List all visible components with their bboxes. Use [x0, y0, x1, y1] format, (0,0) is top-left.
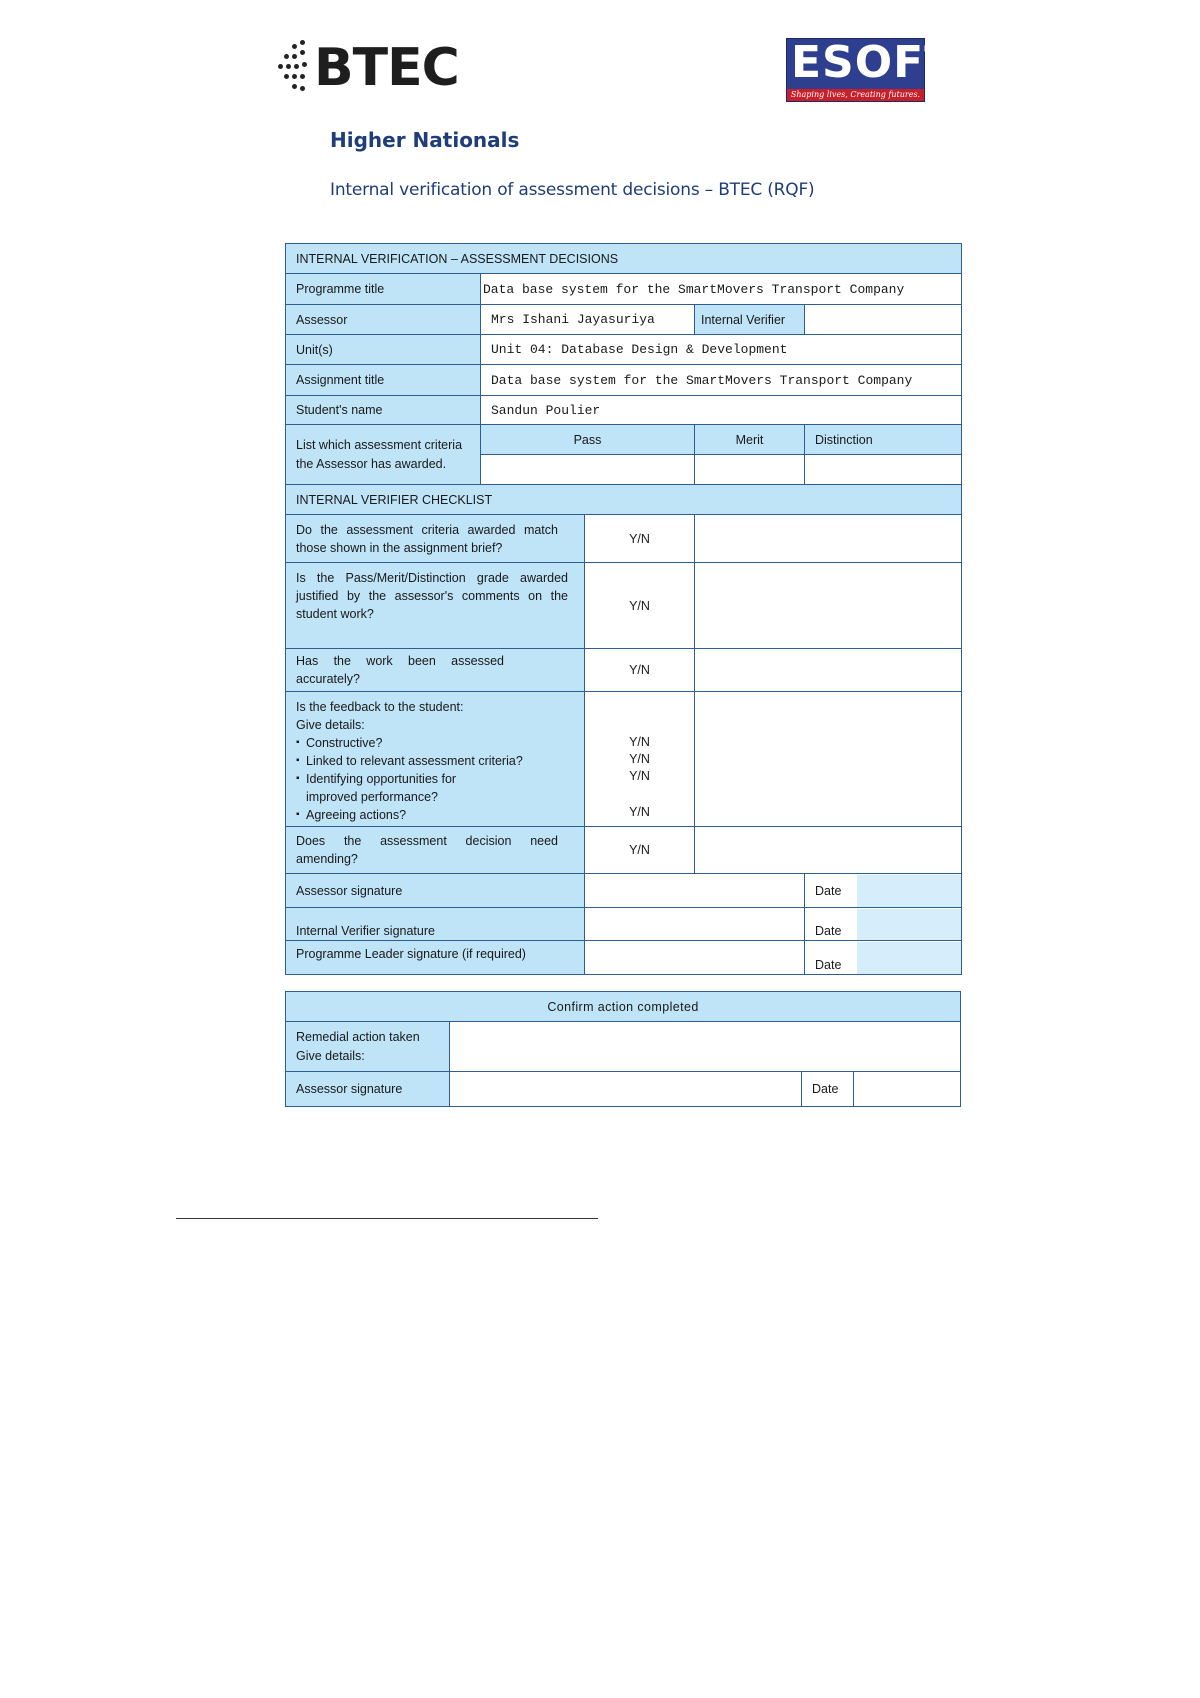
assessor-signature-label: Assessor signature — [286, 874, 585, 908]
student-name-field[interactable]: Sandun Poulier — [481, 396, 962, 425]
q4-yn-column[interactable] — [585, 692, 695, 827]
esoft-logo — [786, 37, 956, 102]
programme-title-field[interactable]: Data base system for the SmartMovers Transport Company — [481, 274, 962, 305]
remedial-label — [286, 1022, 450, 1072]
esoft-wordmark: ESOFT — [791, 37, 956, 88]
btec-logo — [278, 36, 459, 100]
unit-label: Unit(s) — [286, 335, 481, 365]
assessor-date-field[interactable] — [857, 875, 961, 907]
grade-pass-field[interactable] — [481, 455, 695, 485]
feedback-intro: Is the feedback to the student: — [296, 700, 464, 714]
programme-title-label: Programme title — [286, 274, 481, 305]
internal-verifier-field[interactable] — [805, 305, 962, 335]
feedback-item: ▪ Constructive? — [296, 734, 574, 752]
assignment-title-field[interactable]: Data base system for the SmartMovers Transport Company — [481, 365, 962, 396]
pl-signature-label: Programme Leader signature (if required) — [286, 941, 585, 975]
question-assessed-accurately: Has the work been assessed accurately? — [286, 649, 585, 692]
pl-signature-field[interactable] — [585, 941, 805, 975]
verification-table — [285, 243, 962, 975]
pl-date-label: Date — [815, 957, 842, 972]
remedial-action-label: Remedial action taken — [296, 1029, 420, 1044]
iv-date-cell — [805, 908, 962, 941]
btec-wordmark: BTEC — [314, 38, 459, 98]
assignment-title-label: Assignment title — [286, 365, 481, 396]
unit-field[interactable]: Unit 04: Database Design & Development — [481, 335, 962, 365]
assessor-date-cell — [805, 874, 962, 908]
q3-comment-field[interactable] — [695, 649, 962, 692]
page-subtitle: Internal verification of assessment decisions – BTEC (RQF) — [330, 180, 815, 200]
q4-comment-field[interactable] — [695, 692, 962, 827]
q5-yn-field[interactable]: Y/N — [585, 827, 695, 874]
iv-date-label: Date — [815, 923, 842, 938]
confirm-assessor-signature-label: Assessor signature — [286, 1072, 450, 1107]
page-title: Higher Nationals — [330, 128, 520, 152]
iv-date-field[interactable] — [857, 909, 961, 940]
iv-section-header: INTERNAL VERIFICATION – ASSESSMENT DECISIONS — [286, 244, 962, 274]
confirm-date-label: Date — [802, 1072, 854, 1107]
q4-yn-linked[interactable]: Y/N — [629, 752, 650, 766]
pl-date-field[interactable] — [857, 942, 961, 974]
btec-dots-icon — [278, 38, 314, 98]
feedback-give-details: Give details: — [296, 718, 365, 732]
question-decision-amending: Does the assessment decision need amending? — [286, 827, 585, 874]
question-grade-justified: Is the Pass/Merit/Distinction grade awarded justified by the assessor's comments on the student work? — [286, 563, 585, 649]
confirm-assessor-signature-field[interactable] — [450, 1072, 802, 1107]
question-feedback — [286, 692, 585, 827]
grade-distinction-field[interactable] — [805, 455, 962, 485]
q1-yn-field[interactable]: Y/N — [585, 515, 695, 563]
checklist-section-header: INTERNAL VERIFIER CHECKLIST — [286, 485, 962, 515]
confirm-header: Confirm action completed — [286, 992, 961, 1022]
assessor-field[interactable]: Mrs Ishani Jayasuriya — [481, 305, 695, 335]
feedback-item: ▪ Linked to relevant assessment criteria? — [296, 752, 574, 770]
feedback-item: ▪ Agreeing actions? — [296, 806, 574, 824]
criteria-label: List which assessment criteria the Assessor has awarded. — [286, 425, 481, 485]
remedial-give-details: Give details: — [296, 1048, 365, 1063]
q4-yn-agreeing[interactable]: Y/N — [629, 805, 650, 819]
grade-distinction-header: Distinction — [805, 425, 962, 455]
assessor-label: Assessor — [286, 305, 481, 335]
student-name-label: Student's name — [286, 396, 481, 425]
grade-merit-header: Merit — [695, 425, 805, 455]
assessor-signature-field[interactable] — [585, 874, 805, 908]
pl-date-cell — [805, 941, 962, 975]
confirm-action-table — [285, 991, 961, 1107]
q5-comment-field[interactable] — [695, 827, 962, 874]
esoft-tagline: Shaping lives, Creating futures. — [787, 89, 924, 101]
q2-yn-field[interactable]: Y/N — [585, 563, 695, 649]
feedback-item: ▪ Identifying opportunities for improved performance? — [296, 770, 496, 806]
q1-comment-field[interactable] — [695, 515, 962, 563]
internal-verifier-label: Internal Verifier — [695, 305, 805, 335]
grade-merit-field[interactable] — [695, 455, 805, 485]
remedial-field[interactable] — [450, 1022, 961, 1072]
q3-yn-field[interactable]: Y/N — [585, 649, 695, 692]
feedback-criteria-list — [296, 734, 574, 824]
assessor-date-label: Date — [815, 883, 842, 898]
q4-yn-identifying[interactable]: Y/N — [629, 769, 650, 783]
iv-signature-label: Internal Verifier signature — [286, 908, 585, 941]
confirm-date-field[interactable] — [854, 1072, 961, 1107]
q4-yn-constructive[interactable]: Y/N — [629, 735, 650, 749]
question-criteria-match: Do the assessment criteria awarded match those shown in the assignment brief? — [286, 515, 585, 563]
grade-pass-header: Pass — [481, 425, 695, 455]
q2-comment-field[interactable] — [695, 563, 962, 649]
iv-signature-field[interactable] — [585, 908, 805, 941]
footnote-separator — [176, 1218, 598, 1219]
